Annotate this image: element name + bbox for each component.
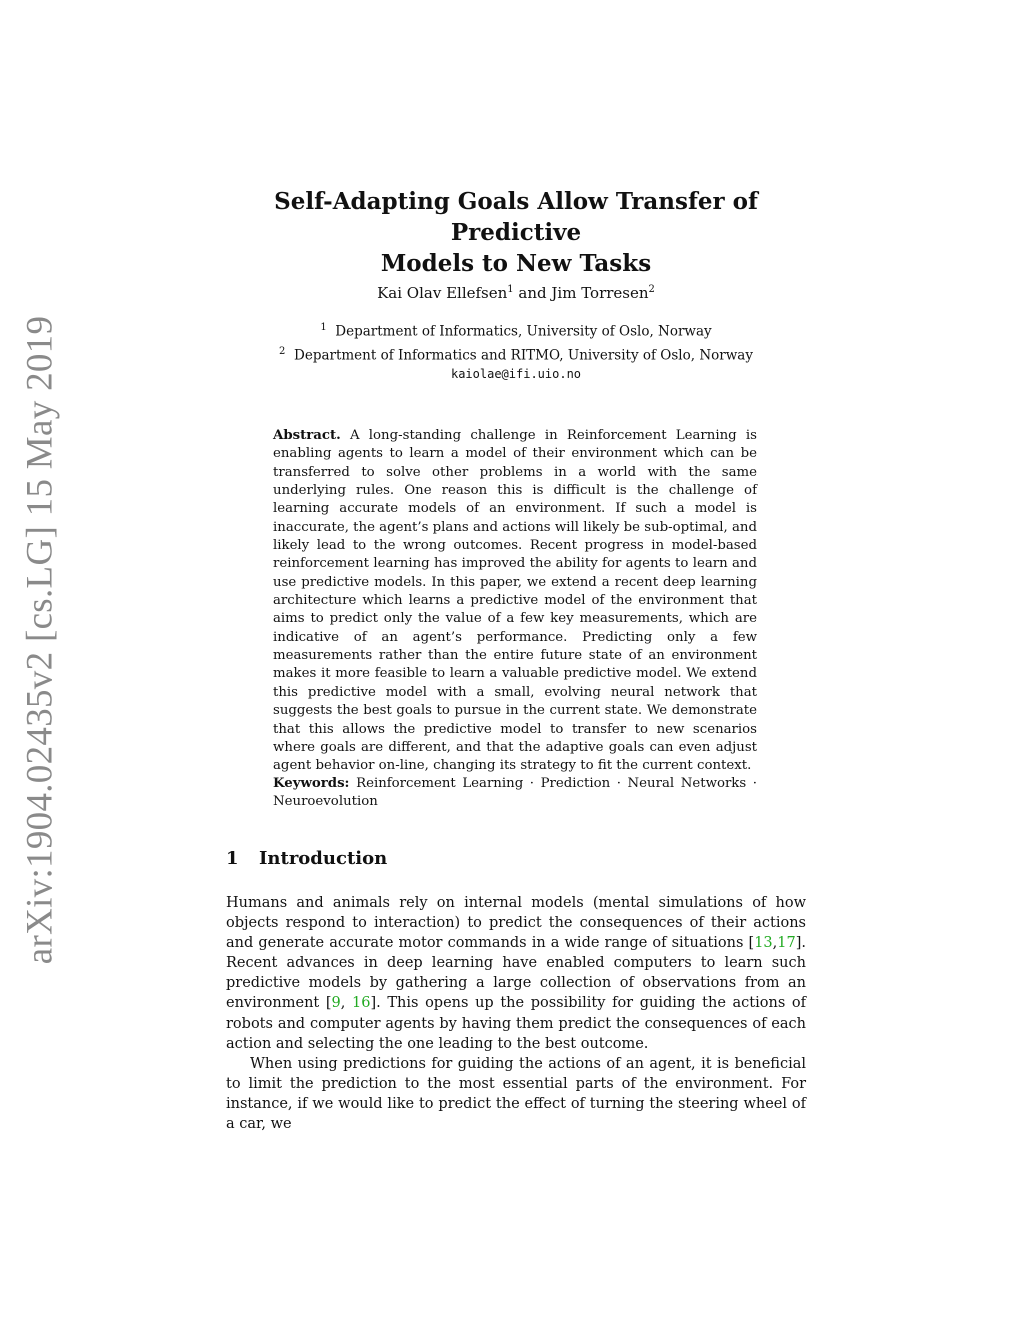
affil-text: Department of Informatics, University of Oslo, Norway bbox=[335, 323, 712, 340]
affil-text: Department of Informatics and RITMO, University of Oslo, Norway bbox=[294, 347, 753, 363]
body-text bbox=[226, 893, 806, 1134]
arxiv-identifier: arXiv:1904.02435v2 [cs.LG] 15 May 2019 bbox=[19, 315, 61, 965]
affiliation-2 bbox=[226, 342, 806, 366]
text-run: , bbox=[340, 995, 353, 1012]
section-heading bbox=[226, 848, 387, 869]
abstract-text: A long-standing challenge in Reinforcement Learning is enabling agents to learn a model of their environment which can be transferred to solve other problems in a world with the same underlying rules. One reason this is difficult is the challenge of learning accurate models of an environment. If such a model is inaccurate, the agent’s plans and actions will likely be sub-optimal, and likely lead to the wrong outcomes. Recent progress in model-based reinforcement learning has improved the ability for agents to learn and use predictive models. In this paper, we extend a recent deep learning architecture which learns a predictive model of the environment that aims to predict only the value of a few key measurements, which are indicative of an agent’s performance. Predicting only a few measurements rather than the entire future state of an environment makes it more feasible to learn a valuable predictive model. We extend this predictive model with a small, evolving neural network that suggests the best goals to pursue in the current state. We demonstrate that this allows the predictive model to transfer to new scenarios where goals are different, and that the adaptive goals can even adjust agent behavior on-line, changing its strategy to fit the current context. bbox=[273, 428, 757, 774]
paragraph bbox=[226, 893, 806, 1054]
keywords-text: Reinforcement Learning · Prediction · Neural Networks · Neuroevolution bbox=[273, 776, 757, 810]
author-affil-mark: 1 bbox=[507, 284, 514, 295]
title-line-1: Self-Adapting Goals Allow Transfer of Predictive bbox=[274, 188, 758, 246]
citation-link[interactable]: 13 bbox=[754, 935, 773, 952]
author-conjunction: and bbox=[513, 284, 552, 302]
text-run: Humans and animals rely on internal models (mental simulations of how objects respond to interaction) to predict the consequences of their actions and generate accurate motor commands in a wide range of situations [ bbox=[226, 895, 806, 952]
text-run: , bbox=[772, 935, 778, 952]
contact-email[interactable]: kaiolae@ifi.uio.no bbox=[450, 367, 582, 381]
author-name: Jim Torresen bbox=[551, 284, 649, 302]
affil-mark: 1 bbox=[320, 322, 327, 333]
abstract bbox=[273, 427, 757, 776]
keywords-label: Keywords: bbox=[273, 776, 350, 791]
author-list bbox=[226, 284, 806, 302]
section-number: 1 bbox=[226, 848, 239, 869]
text-run: ]. Recent advances in deep learning have enabled computers to learn such predictive models by gathering a large collection of observations from an environment [ bbox=[226, 935, 806, 1012]
section-title: Introduction bbox=[259, 848, 388, 869]
abstract-label: Abstract. bbox=[273, 428, 341, 443]
title-line-2: Models to New Tasks bbox=[380, 250, 652, 277]
paragraph: When using predictions for guiding the actions of an agent, it is beneficial to limit the prediction to the most essential parts of the environment. For instance, if we would like to predict the effect of turning the steering wheel of a car, we bbox=[226, 1055, 806, 1133]
affil-mark: 2 bbox=[279, 345, 286, 357]
author-affil-mark: 2 bbox=[648, 284, 655, 295]
citation-link[interactable]: 17 bbox=[777, 935, 796, 952]
keywords bbox=[273, 775, 757, 812]
affiliations bbox=[226, 318, 806, 384]
author-name: Kai Olav Ellefsen bbox=[377, 284, 508, 302]
citation-link[interactable]: 16 bbox=[352, 995, 371, 1012]
text-run: ]. This opens up the possibility for guiding the actions of robots and computer agents by having them predict the consequences of each action and selecting the one leading to the best outcome. bbox=[226, 995, 807, 1052]
paper-title bbox=[226, 186, 806, 279]
affiliation-1 bbox=[226, 318, 806, 342]
citation-link[interactable]: 9 bbox=[331, 995, 341, 1012]
